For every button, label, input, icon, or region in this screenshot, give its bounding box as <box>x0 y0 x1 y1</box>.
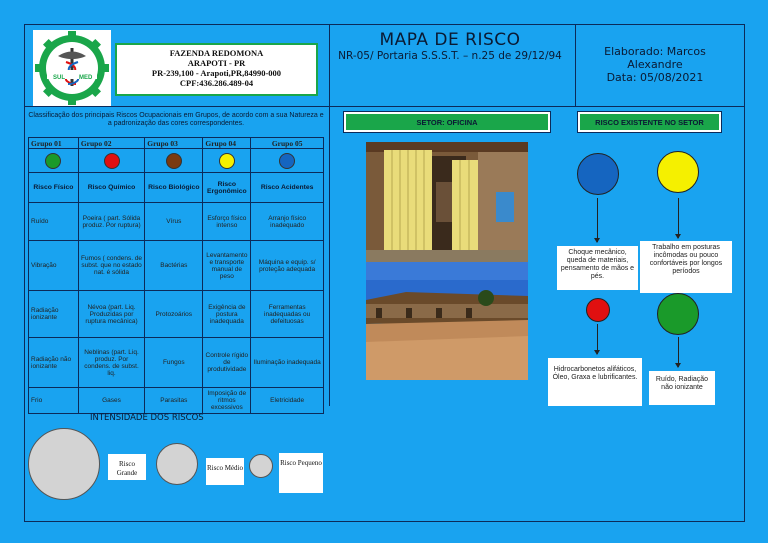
group-title: Risco Físico <box>29 173 79 203</box>
sector-risk-label: RISCO EXISTENTE NO SETOR <box>578 112 721 132</box>
risk-callout-ergonomic: Trabalho em posturas incômodas ou pouco confortáveis por longos períodos <box>640 241 732 293</box>
table-cell: Controle rígido de produtividade <box>203 338 251 388</box>
page-title: MAPA DE RISCO <box>379 30 521 50</box>
table-cell: Eletricidade <box>251 388 324 414</box>
table-cell: Arranjo físico inadequado <box>251 203 324 241</box>
green-risk-circle <box>657 293 699 335</box>
risk-callout-physical: Ruído, Radiação não ionizante <box>649 371 715 405</box>
elaborated-by: Elaborado: Marcos Alexandre <box>604 45 706 71</box>
group-title: Risco Químico <box>78 173 144 203</box>
arrow-down-icon <box>678 198 679 238</box>
red-risk-circle <box>586 298 610 322</box>
table-cell: Iluminação inadequada <box>251 338 324 388</box>
group-color-cell <box>203 149 251 173</box>
elaboration-date: Data: 05/08/2021 <box>606 71 704 84</box>
title-block <box>330 30 570 63</box>
group-header-1: Grupo 01 <box>29 138 79 149</box>
sector-label: SETOR: OFICINA <box>344 112 550 132</box>
group-color-cell <box>29 149 79 173</box>
table-row <box>29 338 324 388</box>
table-cell: Névoa (part. Liq. Produzidas por ruptura mecânica) <box>78 291 144 338</box>
classification-text: Classificação dos principais Riscos Ocupacionais em Grupos, de acordo com a sua Natureza e a padronização das cores correspondentes. <box>28 112 324 127</box>
table-row <box>29 203 324 241</box>
intensity-title: INTENSIDADE DOS RISCOS <box>90 413 204 423</box>
table-cell: Ruído <box>29 203 79 241</box>
red-circle-icon <box>104 153 120 169</box>
group-title: Risco Ergonômico <box>203 173 251 203</box>
table-cell: Bactérias <box>145 241 203 291</box>
table-cell: Esforço físico intenso <box>203 203 251 241</box>
table-row <box>29 241 324 291</box>
table-cell: Fumos ( condens. de subst. que no estado nat. é sólida <box>78 241 144 291</box>
group-title: Risco Biológico <box>145 173 203 203</box>
group-title: Risco Acidentes <box>251 173 324 203</box>
table-row <box>29 388 324 414</box>
green-circle-icon <box>45 153 61 169</box>
table-cell: Máquina e equip. s/ proteção adequada <box>251 241 324 291</box>
logo-text-left: SUL <box>53 75 65 81</box>
small-risk-label: Risco Pequeno <box>279 453 323 493</box>
blue-circle-icon <box>279 153 295 169</box>
table-cell: Gases <box>78 388 144 414</box>
medium-risk-circle <box>156 443 198 485</box>
arrow-down-icon <box>597 198 598 242</box>
table-cell: Radiação não ionizante <box>29 338 79 388</box>
large-risk-label: Risco Grande <box>108 454 146 480</box>
table-cell: Poeira ( part. Sólida produz. Por ruptura) <box>78 203 144 241</box>
group-header-4: Grupo 04 <box>203 138 251 149</box>
yellow-circle-icon <box>219 153 235 169</box>
medium-risk-label: Risco Médio <box>206 458 244 485</box>
body-col-divider <box>329 106 330 406</box>
large-risk-circle <box>28 428 100 500</box>
group-header-5: Grupo 05 <box>251 138 324 149</box>
farm-info-box <box>115 43 318 96</box>
table-cell: Parasitas <box>145 388 203 414</box>
group-color-cell <box>78 149 144 173</box>
table-cell: Radiação ionizante <box>29 291 79 338</box>
table-row <box>29 291 324 338</box>
risk-callout-mechanical: Choque mecânico, queda de materiais, pensamento de mãos e pés. <box>557 246 638 290</box>
table-cell: Neblinas (part. Liq. produz. Por condens. de subst. liq. <box>78 338 144 388</box>
table-cell: Fungos <box>145 338 203 388</box>
small-risk-circle <box>249 454 273 478</box>
page-subtitle: NR-05/ Portaria S.S.S.T. – n.25 de 29/12/94 <box>338 50 562 62</box>
risk-groups-table <box>28 137 324 414</box>
arrow-down-icon <box>678 337 679 367</box>
workshop-door-photo <box>366 142 528 262</box>
group-color-cell <box>251 149 324 173</box>
group-header-3: Grupo 03 <box>145 138 203 149</box>
yellow-risk-circle <box>657 151 699 193</box>
yard-photo <box>366 262 528 380</box>
header-col-divider-2 <box>575 24 576 106</box>
table-cell: Imposição de ritmos excessivos <box>203 388 251 414</box>
blue-risk-circle <box>577 153 619 195</box>
farm-name: FAZENDA REDOMONA <box>169 48 264 58</box>
group-color-cell <box>145 149 203 173</box>
table-cell: Levantamento e transporte manual de peso <box>203 241 251 291</box>
table-cell: Frio <box>29 388 79 414</box>
arrow-down-icon <box>597 324 598 354</box>
brown-circle-icon <box>166 153 182 169</box>
header-divider <box>24 106 745 107</box>
table-cell: Ferramentas inadequadas ou defeituosas <box>251 291 324 338</box>
farm-city: ARAPOTI - PR <box>187 58 246 68</box>
table-cell: Exigência de postura inadequada <box>203 291 251 338</box>
farm-address: PR-239,100 - Arapoti,PR,84990-000 <box>151 68 282 78</box>
risk-callout-chemical: Hidrocarbonetos alifáticos, Óleo, Graxa e lubrificantes. <box>548 358 642 406</box>
logo-text-right: MED <box>79 75 93 81</box>
company-logo <box>33 30 111 106</box>
table-cell: Protozoários <box>145 291 203 338</box>
group-header-2: Grupo 02 <box>78 138 144 149</box>
table-cell: Vibração <box>29 241 79 291</box>
farm-cpf: CPF:436.286.489-04 <box>179 78 254 88</box>
elaboration-block <box>590 45 720 84</box>
table-cell: Vírus <box>145 203 203 241</box>
